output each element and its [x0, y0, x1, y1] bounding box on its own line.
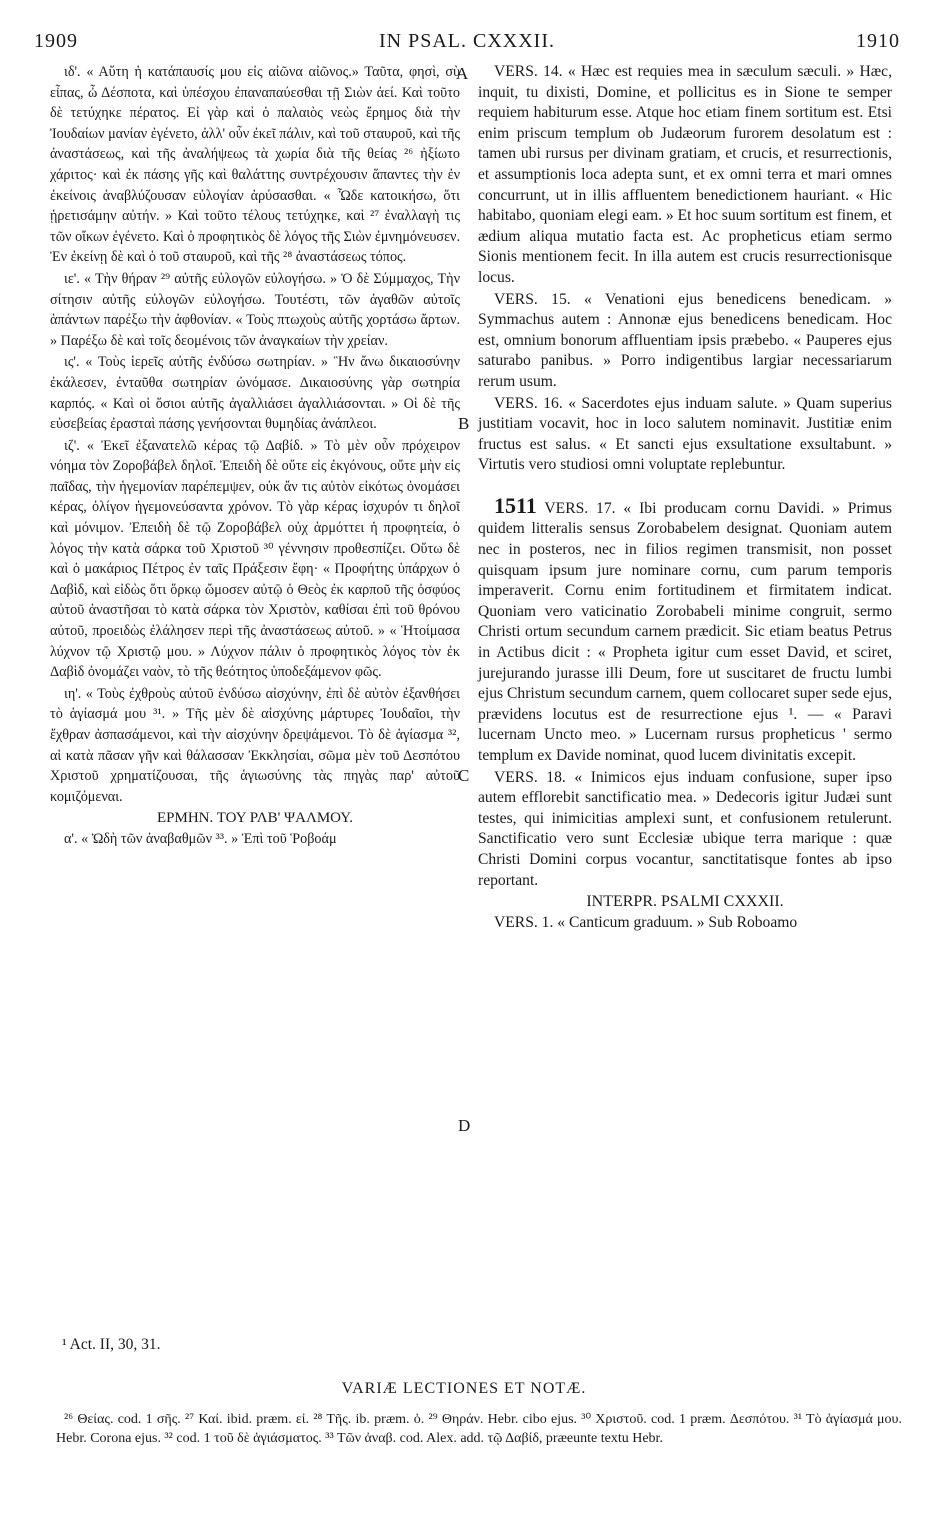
- latin-paragraph: [478, 492, 892, 767]
- margin-letter-a: A: [456, 64, 469, 83]
- variae-lectiones-notes: ²⁶ Θείας. cod. 1 σῆς. ²⁷ Καί. ibid. præm. εἰ. ²⁸ Τῆς. ib. præm. ὁ. ²⁹ Θηράν. Hebr. cibo ejus. ³⁰ Χριστοῦ. cod. 1 præm. Δεσπότου. ³¹ Τὸ ἁγίασμά μου. Hebr. Corona ejus. ³² cod. 1 τοῦ δὲ ἁγιάσματος. ³³ Τῶν ἀναβ. cod. Alex. add. τῷ Δαβίδ, præeunte textu Hebr.: [56, 1412, 902, 1446]
- column-number: 1511: [494, 492, 537, 518]
- footnote: ¹ Act. II, 30, 31.: [62, 1336, 161, 1353]
- greek-paragraph: ιδ'. « Αὕτη ἡ κατάπαυσίς μου εἰς αἰῶνα αἰῶνος.» Ταῦτα, φησὶ, σὺ εἶπας, ὦ Δέσποτα, καὶ ὑπέσχου ἐπαναπαύεσθαι τῇ Σιὼν ἀεί. Καὶ τοῦτο δὲ τετύχηκε πέρατος. Εἰ γὰρ καὶ ὁ παλαιὸς νεὼς ἔρημος διὰ τὴν Ἰουδαίων μανίαν ἐγένετο, ἀλλ' οὖν ἐκεῖ πάλιν, καὶ τοῦ σταυροῦ, καὶ τῆς ἀναστάσεως, καὶ τῆς ἀναλήψεως τὰ χωρία διὰ τῆς θείας ²⁶ ἠξίωτο χάριτος· καὶ ἐκ πάσης γῆς καὶ θαλάττης συντρέχουσιν ἅπαντες τὴν ἐν ἐκείνοις ἀναβλύζουσαν εὐλογίαν ἀρύσασθαι. « Ὧδε κατοικήσω, ὅτι ᾑρετισάμην αὐτήν. » Καὶ τοῦτο τέλους τετύχηκε, καὶ ²⁷ ἐναλλαγὴ τις τῶν οἴκων ἐγένετο. Καὶ ὁ προφητικὸς δὲ λόγος τῆς Σιὼν ἐμνημόνευσεν. Ἐν ἐκείνῃ δὲ καὶ ὁ τοῦ σταυροῦ, καὶ τῆς ²⁸ ἀναστάσεως τόπος.: [50, 64, 460, 266]
- latin-paragraph: VERS. 15. « Venationi ejus benedicens benedicam. » Symmachus autem : Annonæ ejus benedicens benedicam. Hoc est, omnium bonorum affluentiam ipsis præbebo. « Pauperes ejus saturabo panibus. » Porro indigentibus largiar necessariarum rerum usum.: [478, 290, 892, 390]
- margin-letter-c: C: [458, 766, 470, 785]
- latin-paragraph: VERS. 14. « Hæc est requies mea in sæculum sæculi. » Hæc, inquit, tu dixisti, Domine, et pollicitus es in Sione te semper requiem habiturum esse. Atque hoc etiam finem sortitum est. Etsi enim priscum templum ob Judæorum furorem desolatum est : tamen ubi rursus per divinam gratiam, et crucis, et resurrectionis, et assumptionis loca adepta sunt, et ex omni terra et mari omnes concurrunt, ut in illis affluentem benedictionem hauriant. « Hic habitabo, quoniam elegi eam. » Et hoc suum sortitum est finem, et ædium aliqua mutatio facta est. Ac propheticus etiam sermo Sionis mentionem fecit. In illa autem est crucis resurrectionisque locus.: [478, 63, 893, 286]
- greek-paragraph: ιε'. « Τὴν θήραν ²⁹ αὐτῆς εὐλογῶν εὐλογήσω. » Ὁ δὲ Σύμμαχος, Τὴν σίτησιν αὐτῆς εὐλογῶν εὐλογήσω. Τουτέστι, τῶν ἀγαθῶν αὐτοῖς ἁπάντων παρέξω τὴν ἀφθονίαν. « Τοὺς πτωχοὺς αὐτῆς χορτάσω ἄρτων. » Παρέξω δὲ καὶ τοῖς δεομένοις τῶν ἀναγκαίων τὴν χρείαν.: [50, 270, 460, 349]
- greek-paragraph: ις'. « Τοὺς ἱερεῖς αὐτῆς ἐνδύσω σωτηρίαν. » Ἣν ἄνω δικαιοσύνην ἐκάλεσεν, ἐνταῦθα σωτηρίαν ὠνόμασε. Δικαιοσύνης γὰρ σωτηρία καρπός. « Καὶ οἱ ὅσιοι αὐτῆς ἀγαλλιάσει ἀγαλλιάσονται. » Οἱ δὲ τῆς εὐσεβείας ἐρασταὶ πάσης γενήσονται θυμηδίας ἀνάπλεοι.: [50, 354, 460, 433]
- variae-lectiones-title: VARIÆ LECTIONES ET NOTÆ.: [341, 1380, 587, 1397]
- latin-paragraph: VERS. 1. « Canticum graduum. » Sub Roboamo: [494, 913, 798, 931]
- latin-paragraph: VERS. 16. « Sacerdotes ejus induam salute. » Quam superius justitiam vocavit, hoc in loco salutem nominavit. Justitiæ enim fructus est salus. « Et sancti ejus exsultatione exsultabunt. » Virtutis vero studiosi omni voluptate replebuntur.: [478, 394, 892, 474]
- page-number-right: 1910: [856, 30, 900, 52]
- page-number-left: 1909: [34, 30, 78, 52]
- margin-letter-b: B: [458, 414, 470, 433]
- running-title: IN PSAL. CXXXII.: [379, 30, 555, 52]
- column-break-spacer: [478, 476, 892, 496]
- margin-letter-d: D: [458, 1116, 471, 1135]
- greek-paragraph: α'. « Ὠδὴ τῶν ἀναβαθμῶν ³³. » Ἐπὶ τοῦ Ῥοβοάμ: [64, 830, 337, 847]
- latin-section-title: INTERPR. PSALMI CXXXII.: [586, 893, 784, 911]
- greek-paragraph: ιζ'. « Ἐκεῖ ἐξανατελῶ κέρας τῷ Δαβίδ. » Τὸ μὲν οὖν πρόχειρον νόημα τὸν Ζοροβάβελ δηλοῖ. Ἐπειδὴ δὲ οὔτε εἰς ἐκγόνους, οὔτε μὴν εἰς παῖδας, τὴν ἡγεμονίαν παρέπεμψεν, οὐκ ἄν τις αὐτὸν εἰκότως ὀνομάσει κέρας, ὀλίγον ἡγεμονεύσαντα χρόνον. Τὸ γὰρ κέρας ἰσχυρόν τι δηλοῖ καὶ μόνιμον. Ἐπειδὴ δὲ τῷ Ζοροβάβελ οὐχ ἁρμόττει ἡ προφητεία, ὁ λόγος τὴν κατὰ σάρκα τοῦ Χριστοῦ ³⁰ γέννησιν προθεσπίζει. Οὕτω δὲ καὶ ὁ μακάριος Πέτρος ἐν ταῖς Πράξεσιν ἔφη· « Προφήτης ὑπάρχων ὁ Δαβὶδ, καὶ εἰδὼς ὅτι ὅρκῳ ὤμοσεν αὐτῷ ὁ Θεὸς ἐκ καρποῦ τῆς ὀσφύος αὐτοῦ ἀναστῆσαι τὸ κατὰ σάρκα τὸν Χριστὸν, καθίσαι ἐπὶ τοῦ θρόνου αὐτοῦ, προειδὼς ἐλάλησεν περὶ τῆς ἀναστάσεως αὐτοῦ. » « Ἡτοίμασα λύχνον τῷ Χριστῷ μου. » Λύχνον πάλιν ὁ προφητικὸς λόγος τὸν ἐκ Δαβὶδ ὀνομάζει ναὸν, τὸ τῆς θεότητος ὑποδεξάμενον φῶς.: [50, 437, 460, 681]
- latin-column: [478, 62, 892, 933]
- greek-paragraph: ιη'. « Τοὺς ἐχθροὺς αὐτοῦ ἐνδύσω αἰσχύνην, ἐπὶ δὲ αὐτὸν ἐξανθήσει τὸ ἁγίασμά μου ³¹. » Τῆς μὲν δὲ αἰσχύνης μάρτυρες Ἰουδαῖοι, τὴν ἔχθραν ἀσπασάμενοι, καὶ τὴν αἰσχύνην δρεψάμενοι. Τὸ δὲ ἁγίασμα ³², αἱ κατὰ πᾶσαν γῆν καὶ θάλασσαν Ἐκκλησίαι, σῶμα μὲν τοῦ Δεσπότου Χριστοῦ χρηματίζουσαι, τῆς ἁγιωσύνης τὰς πηγὰς παρ' αὐτοῦ κομιζόμεναι.: [50, 685, 460, 805]
- greek-column: [50, 62, 460, 850]
- greek-section-title: ΕΡΜΗΝ. ΤΟΥ ΡΛΒ' ΨΑΛΜΟΥ.: [157, 810, 353, 827]
- latin-paragraph: VERS. 18. « Inimicos ejus induam confusione, super ipso autem efflorebit sanctificatio mea. » Dedecoris igitur Judæi sunt testes, qui inimicitias amplexi sunt, et confusionem retulerunt. Sanctificatio vero sunt Ecclesiæ ubique terra marique : quæ Christi Domini corpus vocantur, sanctitatisque fontes ab ipso reportant.: [478, 768, 892, 889]
- running-header: [34, 30, 900, 60]
- latin-paragraph-text: VERS. 17. « Ibi producam cornu Davidi. » Primus quidem litteralis sensus Zorobabelem designat. Quoniam autem nec in posteros, nec in filios regimen transmisit, non posset quisquam ipsum jure nominare cornu, cum parum temporis imperaverit. Cornu enim fortitudinem et firmitatem indicat. Quoniam vero vaticinatio Zorobabeli minime congruit, sermo Christi ortum secundum carnem prædicit. Sic etiam beatus Petrus in Actibus dicit : « Propheta igitur cum esset David, et sciret, jurejurando jurasse illi Deum, fore ut suscitaret de fructu lumbi ejus Christum secundum carnem, quem collocaret super sede ejus, prævidens locutus est de resurrectione ejus ¹. — « Paravi lucernam Uncto meo. » Lucernam rursus propheticus ' sermo templum ex Davide nominat, quod lucem divinitatis excepit.: [478, 499, 892, 764]
